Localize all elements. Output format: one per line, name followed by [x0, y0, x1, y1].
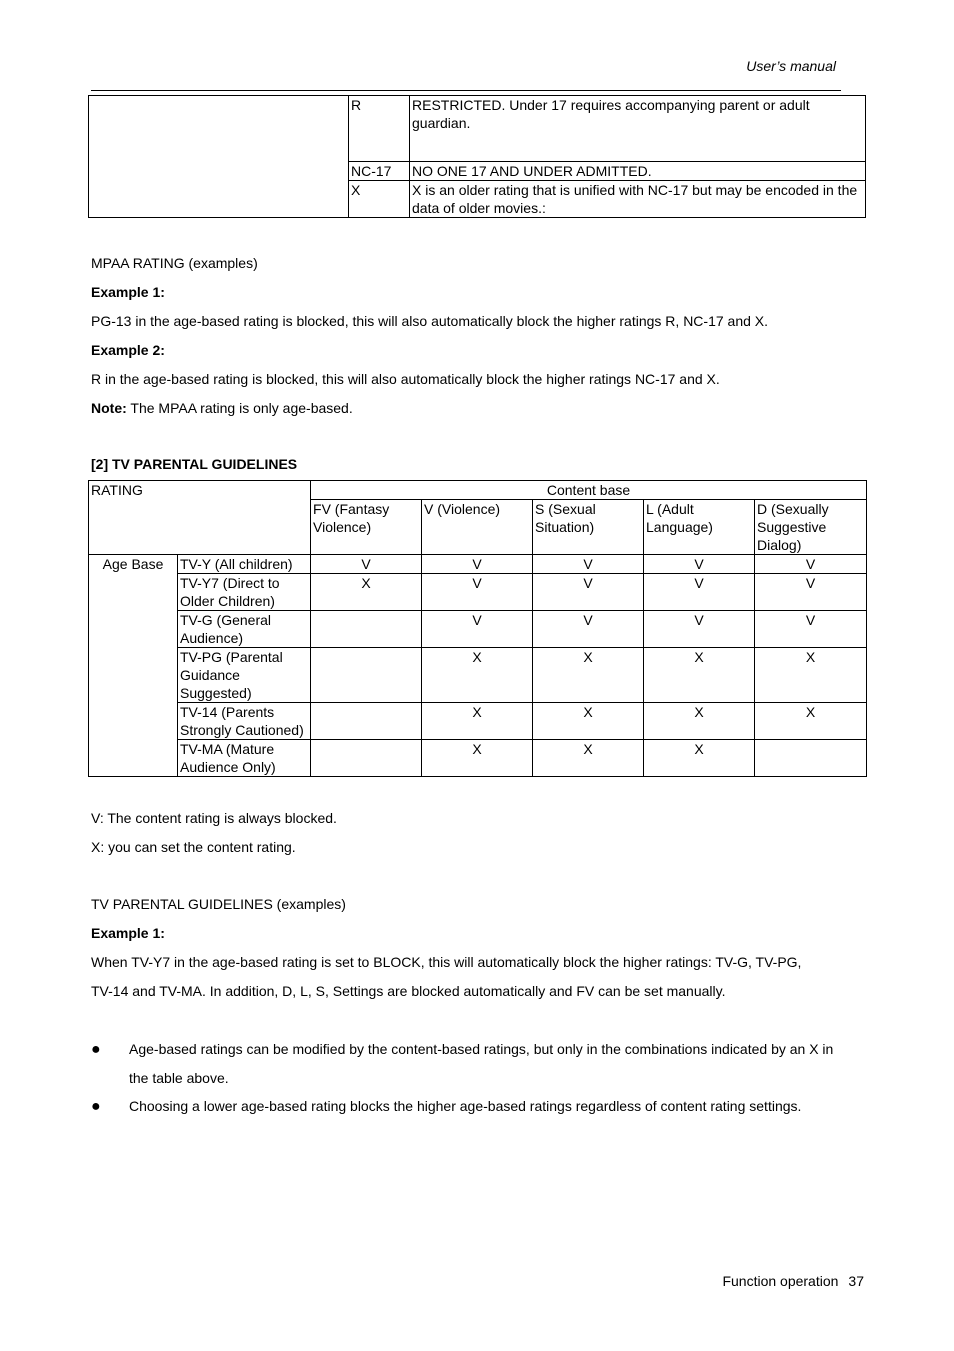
table-cell: V	[755, 611, 867, 648]
column-header: L (Adult Language)	[644, 500, 755, 555]
table-cell: V	[644, 611, 755, 648]
table-cell: X	[755, 648, 867, 703]
mpaa-note	[91, 400, 353, 416]
table-header-row	[89, 481, 867, 500]
table-cell: V	[755, 574, 867, 611]
age-base-label: Age Base	[89, 555, 178, 777]
table-cell: V	[533, 611, 644, 648]
rating-header: RATING	[89, 481, 311, 555]
bullet-item	[91, 1092, 856, 1121]
tv-example1-line2: TV-14 and TV-MA. In addition, D, L, S, Settings are blocked automatically and FV can be set manually.	[91, 983, 726, 999]
empty-cell	[89, 96, 349, 218]
legend-v: V: The content rating is always blocked.	[91, 810, 337, 826]
table-cell: X	[533, 648, 644, 703]
rating-description: RESTRICTED. Under 17 requires accompanying parent or adult guardian.	[410, 96, 866, 162]
table-cell: V	[422, 555, 533, 574]
tv-example1-label: Example 1:	[91, 925, 165, 941]
table-cell: X	[311, 574, 422, 611]
column-header: S (Sexual Situation)	[533, 500, 644, 555]
header-rule	[91, 90, 841, 91]
legend-x: X: you can set the content rating.	[91, 839, 296, 855]
table-cell: V	[644, 555, 755, 574]
table-cell: V	[755, 555, 867, 574]
column-header: D (Sexually Suggestive Dialog)	[755, 500, 867, 555]
table-cell: X	[422, 703, 533, 740]
rating-name: TV-MA (Mature Audience Only)	[178, 740, 311, 777]
column-header: V (Violence)	[422, 500, 533, 555]
page-footer	[722, 1273, 864, 1289]
bullet-text: Choosing a lower age-based rating blocks the higher age-based ratings regardless of content rating settings.	[129, 1098, 802, 1114]
table-cell	[311, 703, 422, 740]
table-row	[89, 555, 867, 574]
rating-code: NC-17	[349, 162, 410, 181]
rating-name: TV-14 (Parents Strongly Cautioned)	[178, 703, 311, 740]
table-cell: X	[644, 648, 755, 703]
table-cell: V	[533, 574, 644, 611]
table-row	[89, 740, 867, 777]
column-header: FV (Fantasy Violence)	[311, 500, 422, 555]
table-row	[89, 96, 866, 162]
table-cell	[311, 648, 422, 703]
tv-heading: [2] TV PARENTAL GUIDELINES	[91, 456, 298, 472]
table-cell: X	[644, 703, 755, 740]
mpaa-example2-text: R in the age-based rating is blocked, this will also automatically block the higher ratings NC-17 and X.	[91, 371, 720, 387]
rating-name: TV-Y (All children)	[178, 555, 311, 574]
mpaa-example1-text: PG-13 in the age-based rating is blocked, this will also automatically block the higher ratings R, NC-17 and X.	[91, 313, 769, 329]
rating-name: TV-G (General Audience)	[178, 611, 311, 648]
table-row	[89, 611, 867, 648]
rating-description: NO ONE 17 AND UNDER ADMITTED.	[410, 162, 866, 181]
table-cell: X	[422, 648, 533, 703]
bullet-item	[91, 1035, 856, 1093]
table-cell: X	[533, 740, 644, 777]
footer-section: Function operation	[722, 1273, 839, 1289]
note-label: Note:	[91, 400, 127, 416]
mpaa-example2-label: Example 2:	[91, 342, 165, 358]
tv-examples-heading: TV PARENTAL GUIDELINES (examples)	[91, 896, 346, 912]
table-cell: X	[533, 703, 644, 740]
table-cell: V	[644, 574, 755, 611]
tv-example1-line1: When TV-Y7 in the age-based rating is set to BLOCK, this will automatically block the higher ratings: TV-G, TV-PG,	[91, 954, 802, 970]
mpaa-rating-table	[88, 95, 866, 218]
page-number: 37	[848, 1273, 864, 1289]
rating-name: TV-Y7 (Direct to Older Children)	[178, 574, 311, 611]
rating-name: TV-PG (Parental Guidance Suggested)	[178, 648, 311, 703]
table-cell: X	[755, 703, 867, 740]
table-cell: X	[422, 740, 533, 777]
rating-description: X is an older rating that is unified with NC-17 but may be encoded in the data of older movies.:	[410, 181, 866, 218]
content-base-header: Content base	[311, 481, 867, 500]
header-title: User’s manual	[746, 58, 836, 74]
table-cell	[311, 611, 422, 648]
table-cell: V	[422, 574, 533, 611]
table-row	[89, 703, 867, 740]
table-row	[89, 574, 867, 611]
table-cell	[311, 740, 422, 777]
table-cell	[755, 740, 867, 777]
table-cell: V	[311, 555, 422, 574]
bullet-icon: ●	[91, 1041, 101, 1058]
tv-guidelines-table	[88, 480, 867, 777]
mpaa-heading: MPAA RATING (examples)	[91, 255, 258, 271]
rating-code: X	[349, 181, 410, 218]
table-cell: X	[644, 740, 755, 777]
bullet-icon: ●	[91, 1098, 101, 1115]
bullet-text: Age-based ratings can be modified by the content-based ratings, but only in the combinations indicated by an X in the table above.	[129, 1041, 834, 1086]
table-cell: V	[533, 555, 644, 574]
rating-code: R	[349, 96, 410, 162]
mpaa-example1-label: Example 1:	[91, 284, 165, 300]
table-cell: V	[422, 611, 533, 648]
note-text: The MPAA rating is only age-based.	[126, 400, 353, 416]
table-row	[89, 648, 867, 703]
